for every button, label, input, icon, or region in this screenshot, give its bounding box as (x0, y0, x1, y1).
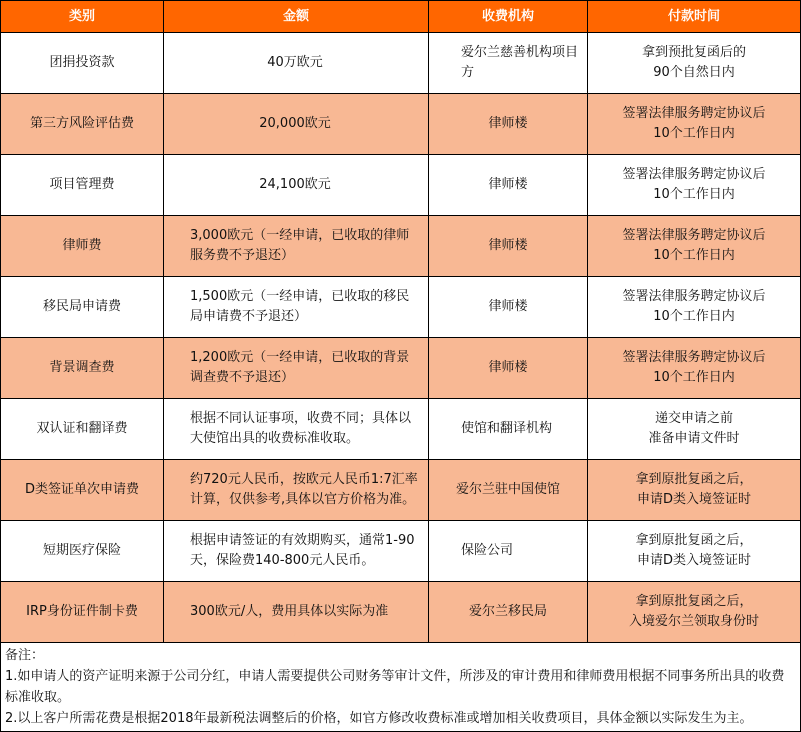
notes-row (1, 643, 801, 732)
cell-category: 短期医疗保险 (1, 521, 164, 582)
cell-time: 签署法律服务聘定协议后 10个工作日内 (588, 216, 801, 277)
cell-amount: 根据不同认证事项，收费不同；具体以大使馆出具的收费标准收取。 (164, 399, 429, 460)
cell-time: 签署法律服务聘定协议后 10个工作日内 (588, 338, 801, 399)
cell-amount: 3,000欧元（一经申请，已收取的律师服务费不予退还） (164, 216, 429, 277)
cell-org: 律师楼 (429, 94, 588, 155)
table-row (1, 277, 801, 338)
cell-org: 爱尔兰驻中国使馆 (429, 460, 588, 521)
cell-org: 保险公司 (429, 521, 588, 582)
cell-amount: 24,100欧元 (164, 155, 429, 216)
cell-amount: 1,500欧元（一经申请，已收取的移民局申请费不予退还） (164, 277, 429, 338)
table-row (1, 33, 801, 94)
notes-cell (1, 643, 801, 732)
cell-category: 双认证和翻译费 (1, 399, 164, 460)
cell-category: 团捐投资款 (1, 33, 164, 94)
header-amount: 金额 (164, 1, 429, 33)
cell-amount: 40万欧元 (164, 33, 429, 94)
cell-org: 使馆和翻译机构 (429, 399, 588, 460)
table-row (1, 582, 801, 643)
cell-time: 拿到原批复函之后， 申请D类入境签证时 (588, 460, 801, 521)
notes-heading: 备注： (5, 648, 45, 663)
header-time: 付款时间 (588, 1, 801, 33)
cell-amount: 约720元人民币，按欧元人民币1:7汇率计算，仅供参考,具体以官方价格为准。 (164, 460, 429, 521)
cell-time: 签署法律服务聘定协议后 10个工作日内 (588, 94, 801, 155)
table-row (1, 338, 801, 399)
cell-amount: 1,200欧元（一经申请，已收取的背景调查费不予退还） (164, 338, 429, 399)
cell-org: 律师楼 (429, 277, 588, 338)
cell-time: 拿到预批复函后的 90个自然日内 (588, 33, 801, 94)
cell-org: 律师楼 (429, 155, 588, 216)
cell-category: 背景调查费 (1, 338, 164, 399)
cell-category: D类签证单次申请费 (1, 460, 164, 521)
cell-amount: 20,000欧元 (164, 94, 429, 155)
cell-category: 第三方风险评估费 (1, 94, 164, 155)
cell-org: 爱尔兰移民局 (429, 582, 588, 643)
cell-time: 签署法律服务聘定协议后 10个工作日内 (588, 155, 801, 216)
table-row (1, 155, 801, 216)
header-row (1, 1, 801, 33)
cell-time: 拿到原批复函之后， 入境爱尔兰领取身份时 (588, 582, 801, 643)
cell-category: 项目管理费 (1, 155, 164, 216)
table-row (1, 216, 801, 277)
note-item: 2.以上客户所需花费是根据2018年最新税法调整后的价格，如官方修改收费标准或增加相关收费项目，具体金额以实际发生为主。 (5, 711, 753, 726)
cell-category: 移民局申请费 (1, 277, 164, 338)
cell-category: 律师费 (1, 216, 164, 277)
note-item: 1.如申请人的资产证明来源于公司分红，申请人需要提供公司财务等审计文件，所涉及的审计费用和律师费用根据不同事务所出具的收费标准收取。 (5, 669, 785, 705)
table-row (1, 521, 801, 582)
cell-time: 签署法律服务聘定协议后 10个工作日内 (588, 277, 801, 338)
cell-category: IRP身份证件制卡费 (1, 582, 164, 643)
header-org: 收费机构 (429, 1, 588, 33)
cell-org: 爱尔兰慈善机构项目方 (429, 33, 588, 94)
table-row (1, 460, 801, 521)
table-row (1, 399, 801, 460)
cell-time: 拿到原批复函之后， 申请D类入境签证时 (588, 521, 801, 582)
cell-time: 递交申请之前 准备申请文件时 (588, 399, 801, 460)
cell-org: 律师楼 (429, 338, 588, 399)
header-category: 类别 (1, 1, 164, 33)
table-row (1, 94, 801, 155)
cell-amount: 300欧元/人，费用具体以实际为准 (164, 582, 429, 643)
cell-org: 律师楼 (429, 216, 588, 277)
cell-amount: 根据申请签证的有效期购买，通常1-90天，保险费140-800元人民币。 (164, 521, 429, 582)
